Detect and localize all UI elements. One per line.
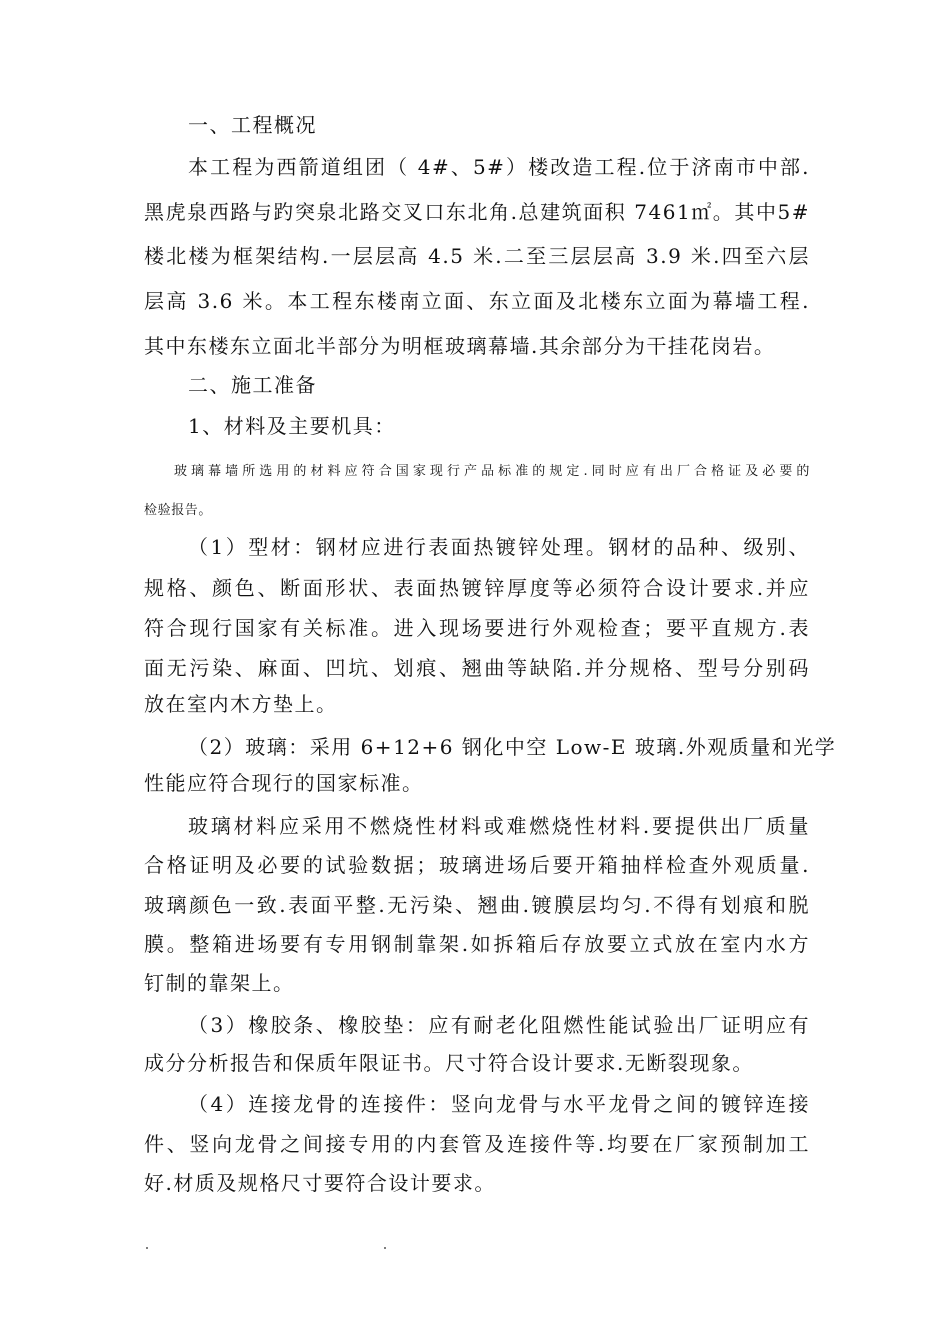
small-paragraph-line: 检验报告。 bbox=[144, 503, 213, 518]
paragraph-line: 本工程为西箭道组团（ 4#、5#）楼改造工程.位于济南市中部. bbox=[188, 155, 810, 179]
paragraph-line: （4）连接龙骨的连接件：竖向龙骨与水平龙骨之间的镀锌连接 bbox=[188, 1092, 810, 1116]
paragraph-line: （1）型材：钢材应进行表面热镀锌处理。钢材的品种、级别、 bbox=[188, 535, 810, 559]
paragraph-line: 放在室内木方垫上。 bbox=[144, 692, 338, 716]
paragraph-line: 其中东楼东立面北半部分为明框玻璃幕墙.其余部分为干挂花岗岩。 bbox=[144, 334, 776, 358]
paragraph-line: 楼北楼为框架结构.一层层高 4.5 米.二至三层层高 3.9 米.四至六层 bbox=[144, 244, 810, 268]
paragraph-line: 玻璃颜色一致.表面平整.无污染、翘曲.镀膜层均匀.不得有划痕和脱 bbox=[144, 893, 810, 917]
paragraph-line: 钉制的靠架上。 bbox=[144, 971, 295, 995]
paragraph-line: 性能应符合现行的国家标准。 bbox=[144, 771, 424, 795]
heading-project-overview: 一、工程概况 bbox=[188, 113, 317, 137]
subheading-materials: 1、材料及主要机具： bbox=[188, 414, 396, 438]
paragraph-line: 层高 3.6 米。本工程东楼南立面、东立面及北楼东立面为幕墙工程. bbox=[144, 289, 810, 313]
footer-dot-right bbox=[384, 1247, 386, 1249]
paragraph-line: 膜。整箱进场要有专用钢制靠架.如拆箱后存放要立式放在室内水方 bbox=[144, 932, 810, 956]
paragraph-line: 黑虎泉西路与趵突泉北路交叉口东北角.总建筑面积 7461㎡。其中5# bbox=[144, 200, 810, 224]
paragraph-line: （2）玻璃：采用 6+12+6 钢化中空 Low-E 玻璃.外观质量和光学 bbox=[188, 735, 837, 759]
paragraph-line: （3）橡胶条、橡胶垫：应有耐老化阻燃性能试验出厂证明应有 bbox=[188, 1013, 810, 1037]
paragraph-line: 好.材质及规格尺寸要符合设计要求。 bbox=[144, 1171, 496, 1195]
heading-construction-prep: 二、施工准备 bbox=[188, 373, 317, 397]
paragraph-line: 面无污染、麻面、凹坑、划痕、翘曲等缺陷.并分规格、型号分别码 bbox=[144, 656, 810, 680]
footer-dot-left bbox=[146, 1247, 148, 1249]
paragraph-line: 规格、颜色、断面形状、表面热镀锌厚度等必须符合设计要求.并应 bbox=[144, 576, 810, 600]
paragraph-line: 件、竖向龙骨之间接专用的内套管及连接件等.均要在厂家预制加工 bbox=[144, 1132, 810, 1156]
paragraph-line: 玻璃材料应采用不燃烧性材料或难燃烧性材料.要提供出厂质量 bbox=[188, 814, 810, 838]
small-paragraph-line: 玻璃幕墙所选用的材料应符合国家现行产品标准的规定.同时应有出厂合格证及必要的 bbox=[174, 464, 810, 479]
paragraph-line: 成分分析报告和保质年限证书。尺寸符合设计要求.无断裂现象。 bbox=[144, 1051, 754, 1075]
paragraph-line: 符合现行国家有关标准。进入现场要进行外观检查；要平直规方.表 bbox=[144, 616, 810, 640]
paragraph-line: 合格证明及必要的试验数据；玻璃进场后要开箱抽样检查外观质量. bbox=[144, 853, 810, 877]
